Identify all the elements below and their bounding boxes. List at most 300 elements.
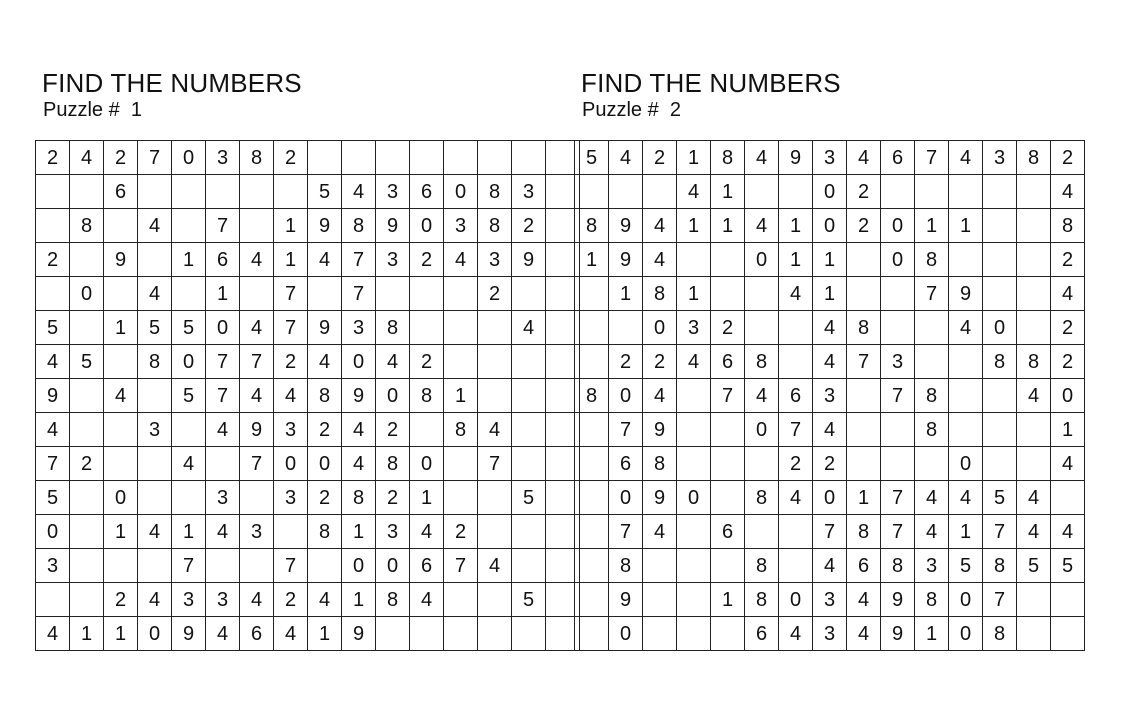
grid-cell: 8 — [711, 141, 745, 175]
grid-cell: 0 — [609, 481, 643, 515]
grid-cell: 7 — [609, 413, 643, 447]
grid-cell: 0 — [609, 617, 643, 651]
grid-cell: 4 — [342, 447, 376, 481]
grid-cell: 2 — [410, 345, 444, 379]
grid-cell: 3 — [376, 175, 410, 209]
grid-cell — [1051, 583, 1085, 617]
grid-cell — [478, 311, 512, 345]
grid-cell: 2 — [711, 311, 745, 345]
grid-cell — [711, 481, 745, 515]
grid-cell — [1017, 311, 1051, 345]
grid-cell: 4 — [104, 379, 138, 413]
grid-row — [36, 345, 580, 379]
grid-cell: 0 — [813, 175, 847, 209]
grid-cell: 4 — [813, 345, 847, 379]
grid-cell — [881, 447, 915, 481]
grid-cell — [643, 617, 677, 651]
grid-cell: 3 — [512, 175, 546, 209]
grid-cell: 0 — [206, 311, 240, 345]
grid-cell: 2 — [847, 209, 881, 243]
number-grid — [35, 140, 580, 651]
grid-cell: 0 — [745, 413, 779, 447]
grid-cell: 1 — [677, 141, 711, 175]
grid-cell: 8 — [915, 379, 949, 413]
grid-cell: 9 — [308, 209, 342, 243]
grid-cell — [512, 515, 546, 549]
grid-cell — [915, 175, 949, 209]
grid-cell — [70, 243, 104, 277]
grid-cell: 7 — [274, 549, 308, 583]
grid-cell: 0 — [983, 311, 1017, 345]
grid-cell: 2 — [274, 345, 308, 379]
grid-cell — [779, 515, 813, 549]
grid-cell: 6 — [745, 617, 779, 651]
grid-cell: 6 — [881, 141, 915, 175]
grid-cell: 8 — [609, 549, 643, 583]
grid-cell: 4 — [274, 379, 308, 413]
grid-cell: 7 — [206, 209, 240, 243]
grid-cell: 1 — [342, 583, 376, 617]
grid-cell: 2 — [376, 413, 410, 447]
grid-cell — [138, 549, 172, 583]
grid-row — [575, 243, 1085, 277]
grid-cell — [104, 345, 138, 379]
grid-cell: 2 — [410, 243, 444, 277]
grid-cell — [512, 413, 546, 447]
grid-cell — [478, 379, 512, 413]
grid-cell: 0 — [376, 549, 410, 583]
grid-cell: 0 — [949, 583, 983, 617]
grid-row — [575, 209, 1085, 243]
grid-cell — [847, 447, 881, 481]
grid-cell — [745, 311, 779, 345]
grid-cell: 7 — [779, 413, 813, 447]
grid-cell: 1 — [711, 583, 745, 617]
grid-cell: 0 — [779, 583, 813, 617]
grid-cell — [70, 379, 104, 413]
grid-cell — [172, 481, 206, 515]
grid-cell: 7 — [711, 379, 745, 413]
grid-cell: 3 — [813, 583, 847, 617]
grid-row — [575, 447, 1085, 481]
grid-cell: 9 — [342, 379, 376, 413]
grid-cell — [138, 175, 172, 209]
grid-cell: 4 — [643, 379, 677, 413]
grid-cell: 6 — [711, 345, 745, 379]
grid-cell: 2 — [1051, 243, 1085, 277]
grid-cell: 1 — [172, 515, 206, 549]
grid-cell: 9 — [643, 481, 677, 515]
grid-cell — [983, 447, 1017, 481]
grid-cell — [677, 515, 711, 549]
grid-cell — [847, 379, 881, 413]
grid-cell: 7 — [983, 515, 1017, 549]
grid-cell: 2 — [274, 583, 308, 617]
grid-cell — [881, 175, 915, 209]
grid-cell: 7 — [881, 481, 915, 515]
grid-row — [36, 447, 580, 481]
grid-cell — [172, 209, 206, 243]
grid-cell: 0 — [274, 447, 308, 481]
grid-cell — [711, 413, 745, 447]
grid-cell: 5 — [1017, 549, 1051, 583]
grid-cell: 7 — [444, 549, 478, 583]
grid-row — [36, 481, 580, 515]
grid-cell: 1 — [677, 277, 711, 311]
grid-cell: 4 — [138, 583, 172, 617]
grid-cell — [881, 277, 915, 311]
grid-cell: 4 — [138, 209, 172, 243]
grid-cell: 2 — [779, 447, 813, 481]
grid-cell: 3 — [138, 413, 172, 447]
grid-cell: 2 — [444, 515, 478, 549]
grid-cell: 4 — [240, 379, 274, 413]
grid-cell: 4 — [342, 413, 376, 447]
grid-cell — [240, 175, 274, 209]
grid-cell: 2 — [274, 141, 308, 175]
grid-cell: 9 — [308, 311, 342, 345]
grid-cell — [478, 617, 512, 651]
grid-cell — [915, 311, 949, 345]
grid-cell: 0 — [1051, 379, 1085, 413]
grid-cell — [70, 549, 104, 583]
grid-cell: 7 — [915, 277, 949, 311]
grid-cell: 0 — [643, 311, 677, 345]
grid-cell — [376, 617, 410, 651]
grid-cell — [711, 243, 745, 277]
grid-cell: 7 — [983, 583, 1017, 617]
grid-cell — [376, 277, 410, 311]
grid-cell — [240, 277, 274, 311]
grid-cell — [983, 413, 1017, 447]
grid-cell — [575, 447, 609, 481]
grid-row — [36, 243, 580, 277]
grid-cell: 1 — [609, 277, 643, 311]
grid-cell: 2 — [376, 481, 410, 515]
grid-cell — [478, 583, 512, 617]
grid-cell: 0 — [70, 277, 104, 311]
grid-cell: 1 — [677, 209, 711, 243]
grid-cell: 4 — [36, 617, 70, 651]
grid-cell — [444, 583, 478, 617]
grid-cell: 1 — [813, 277, 847, 311]
grid-cell — [1017, 277, 1051, 311]
grid-cell: 5 — [70, 345, 104, 379]
grid-cell — [575, 549, 609, 583]
grid-cell: 6 — [847, 549, 881, 583]
grid-cell — [274, 515, 308, 549]
grid-cell — [70, 515, 104, 549]
grid-cell — [444, 617, 478, 651]
grid-row — [575, 413, 1085, 447]
grid-cell — [983, 209, 1017, 243]
grid-cell — [36, 209, 70, 243]
grid-cell — [104, 277, 138, 311]
grid-cell: 8 — [342, 481, 376, 515]
grid-cell: 1 — [104, 617, 138, 651]
grid-cell: 4 — [478, 413, 512, 447]
grid-cell: 3 — [813, 379, 847, 413]
grid-cell — [240, 209, 274, 243]
grid-cell: 0 — [104, 481, 138, 515]
grid-row — [36, 583, 580, 617]
grid-cell — [847, 243, 881, 277]
grid-cell: 1 — [410, 481, 444, 515]
grid-cell: 7 — [813, 515, 847, 549]
grid-cell — [512, 141, 546, 175]
grid-row — [575, 345, 1085, 379]
grid-cell: 8 — [575, 379, 609, 413]
grid-cell — [983, 277, 1017, 311]
grid-cell: 4 — [308, 243, 342, 277]
grid-cell — [444, 311, 478, 345]
grid-cell: 9 — [36, 379, 70, 413]
grid-cell — [410, 617, 444, 651]
grid-cell: 3 — [274, 413, 308, 447]
puzzle-label: Puzzle # — [582, 99, 659, 121]
grid-cell: 1 — [915, 617, 949, 651]
grid-cell — [308, 141, 342, 175]
grid-cell: 4 — [240, 583, 274, 617]
grid-cell: 5 — [308, 175, 342, 209]
grid-cell — [308, 277, 342, 311]
grid-cell: 2 — [308, 481, 342, 515]
grid-cell: 4 — [813, 311, 847, 345]
grid-cell: 6 — [206, 243, 240, 277]
grid-row — [36, 277, 580, 311]
grid-cell: 8 — [1051, 209, 1085, 243]
grid-cell: 2 — [847, 175, 881, 209]
grid-cell — [512, 617, 546, 651]
grid-cell: 8 — [444, 413, 478, 447]
grid-cell — [410, 277, 444, 311]
grid-cell — [677, 447, 711, 481]
grid-row — [36, 617, 580, 651]
grid-cell — [711, 617, 745, 651]
grid-cell: 1 — [104, 311, 138, 345]
grid-cell: 4 — [779, 277, 813, 311]
grid-row — [575, 379, 1085, 413]
grid-cell — [444, 345, 478, 379]
grid-cell — [206, 447, 240, 481]
grid-cell: 0 — [36, 515, 70, 549]
grid-cell: 8 — [410, 379, 444, 413]
grid-cell — [240, 549, 274, 583]
grid-cell — [1017, 583, 1051, 617]
grid-cell: 4 — [1051, 515, 1085, 549]
grid-cell: 8 — [745, 583, 779, 617]
grid-cell — [677, 379, 711, 413]
grid-cell: 8 — [847, 515, 881, 549]
grid-cell — [677, 617, 711, 651]
puzzle-label: Puzzle # — [43, 99, 120, 121]
grid-cell — [575, 515, 609, 549]
grid-cell: 4 — [1017, 481, 1051, 515]
grid-cell: 6 — [410, 549, 444, 583]
grid-cell: 4 — [410, 515, 444, 549]
grid-cell: 8 — [881, 549, 915, 583]
grid-cell: 5 — [949, 549, 983, 583]
grid-row — [36, 549, 580, 583]
grid-cell: 1 — [70, 617, 104, 651]
grid-cell: 3 — [36, 549, 70, 583]
grid-cell — [609, 175, 643, 209]
grid-row — [575, 549, 1085, 583]
grid-cell: 8 — [847, 311, 881, 345]
grid-cell: 4 — [512, 311, 546, 345]
grid-cell — [643, 583, 677, 617]
grid-cell: 4 — [643, 515, 677, 549]
puzzle-number: 1 — [130, 99, 142, 121]
grid-cell — [575, 175, 609, 209]
puzzle-title: FIND THE NUMBERS — [581, 68, 841, 98]
grid-cell: 4 — [677, 175, 711, 209]
grid-cell: 8 — [70, 209, 104, 243]
grid-cell: 2 — [1051, 345, 1085, 379]
grid-cell — [478, 345, 512, 379]
grid-cell — [70, 481, 104, 515]
grid-cell: 3 — [206, 481, 240, 515]
grid-cell: 1 — [274, 209, 308, 243]
grid-cell — [206, 175, 240, 209]
puzzle-number: 2 — [669, 99, 681, 121]
grid-cell: 8 — [342, 209, 376, 243]
grid-cell — [779, 345, 813, 379]
grid-cell: 1 — [949, 209, 983, 243]
grid-cell: 1 — [274, 243, 308, 277]
grid-cell — [779, 175, 813, 209]
grid-cell — [104, 447, 138, 481]
grid-cell: 7 — [274, 277, 308, 311]
grid-cell: 1 — [206, 277, 240, 311]
grid-cell — [104, 413, 138, 447]
grid-cell: 4 — [138, 277, 172, 311]
grid-cell: 0 — [308, 447, 342, 481]
grid-cell — [575, 583, 609, 617]
grid-cell: 8 — [376, 447, 410, 481]
grid-cell: 7 — [847, 345, 881, 379]
grid-cell: 4 — [138, 515, 172, 549]
grid-cell: 1 — [342, 515, 376, 549]
grid-cell: 6 — [240, 617, 274, 651]
grid-cell — [1017, 413, 1051, 447]
grid-cell: 4 — [70, 141, 104, 175]
grid-cell: 4 — [813, 413, 847, 447]
grid-cell: 4 — [240, 243, 274, 277]
grid-cell: 7 — [206, 379, 240, 413]
grid-cell: 2 — [70, 447, 104, 481]
grid-cell — [138, 243, 172, 277]
grid-cell — [444, 481, 478, 515]
grid-cell: 0 — [172, 345, 206, 379]
grid-cell: 4 — [36, 413, 70, 447]
grid-cell — [575, 617, 609, 651]
grid-cell: 5 — [138, 311, 172, 345]
grid-cell — [711, 447, 745, 481]
grid-cell — [512, 345, 546, 379]
grid-cell: 4 — [376, 345, 410, 379]
grid-cell — [677, 583, 711, 617]
grid-cell: 3 — [376, 243, 410, 277]
grid-cell: 9 — [512, 243, 546, 277]
grid-cell: 1 — [779, 243, 813, 277]
puzzle-subtitle — [582, 98, 1085, 122]
grid-cell: 3 — [240, 515, 274, 549]
grid-cell — [70, 413, 104, 447]
grid-cell: 5 — [172, 379, 206, 413]
grid-cell: 5 — [575, 141, 609, 175]
grid-cell: 9 — [172, 617, 206, 651]
grid-cell — [206, 549, 240, 583]
puzzle-subtitle — [43, 98, 580, 122]
grid-cell: 4 — [240, 311, 274, 345]
grid-cell: 8 — [478, 209, 512, 243]
grid-cell: 8 — [983, 549, 1017, 583]
grid-cell: 3 — [342, 311, 376, 345]
grid-cell: 0 — [376, 379, 410, 413]
grid-cell: 9 — [881, 617, 915, 651]
grid-cell — [983, 379, 1017, 413]
grid-cell: 2 — [643, 141, 677, 175]
grid-cell: 8 — [745, 549, 779, 583]
grid-cell: 7 — [915, 141, 949, 175]
grid-cell: 4 — [206, 515, 240, 549]
grid-row — [36, 175, 580, 209]
grid-cell: 8 — [745, 345, 779, 379]
grid-cell: 2 — [643, 345, 677, 379]
grid-cell: 7 — [206, 345, 240, 379]
grid-row — [575, 583, 1085, 617]
grid-cell — [575, 277, 609, 311]
grid-cell — [575, 413, 609, 447]
grid-cell: 2 — [104, 141, 138, 175]
grid-cell — [1017, 617, 1051, 651]
grid-cell: 4 — [949, 481, 983, 515]
grid-cell — [745, 447, 779, 481]
grid-cell — [478, 141, 512, 175]
grid-cell: 9 — [609, 243, 643, 277]
grid-cell — [881, 311, 915, 345]
grid-cell — [410, 413, 444, 447]
grid-cell — [677, 243, 711, 277]
grid-cell: 9 — [779, 141, 813, 175]
grid-cell — [847, 413, 881, 447]
grid-cell: 3 — [881, 345, 915, 379]
grid-cell — [949, 175, 983, 209]
grid-cell: 8 — [1017, 345, 1051, 379]
grid-cell: 4 — [478, 549, 512, 583]
grid-cell — [1017, 447, 1051, 481]
grid-cell: 4 — [410, 583, 444, 617]
grid-cell — [36, 583, 70, 617]
grid-cell: 1 — [104, 515, 138, 549]
grid-cell: 0 — [138, 617, 172, 651]
grid-cell — [410, 141, 444, 175]
grid-cell: 4 — [779, 481, 813, 515]
grid-cell: 1 — [949, 515, 983, 549]
grid-cell: 2 — [512, 209, 546, 243]
grid-cell: 0 — [172, 141, 206, 175]
grid-cell — [172, 277, 206, 311]
grid-cell: 0 — [813, 209, 847, 243]
grid-cell: 7 — [240, 447, 274, 481]
grid-cell: 1 — [779, 209, 813, 243]
grid-cell: 9 — [881, 583, 915, 617]
grid-cell — [376, 141, 410, 175]
grid-cell: 4 — [813, 549, 847, 583]
grid-cell — [104, 549, 138, 583]
grid-cell: 4 — [745, 209, 779, 243]
